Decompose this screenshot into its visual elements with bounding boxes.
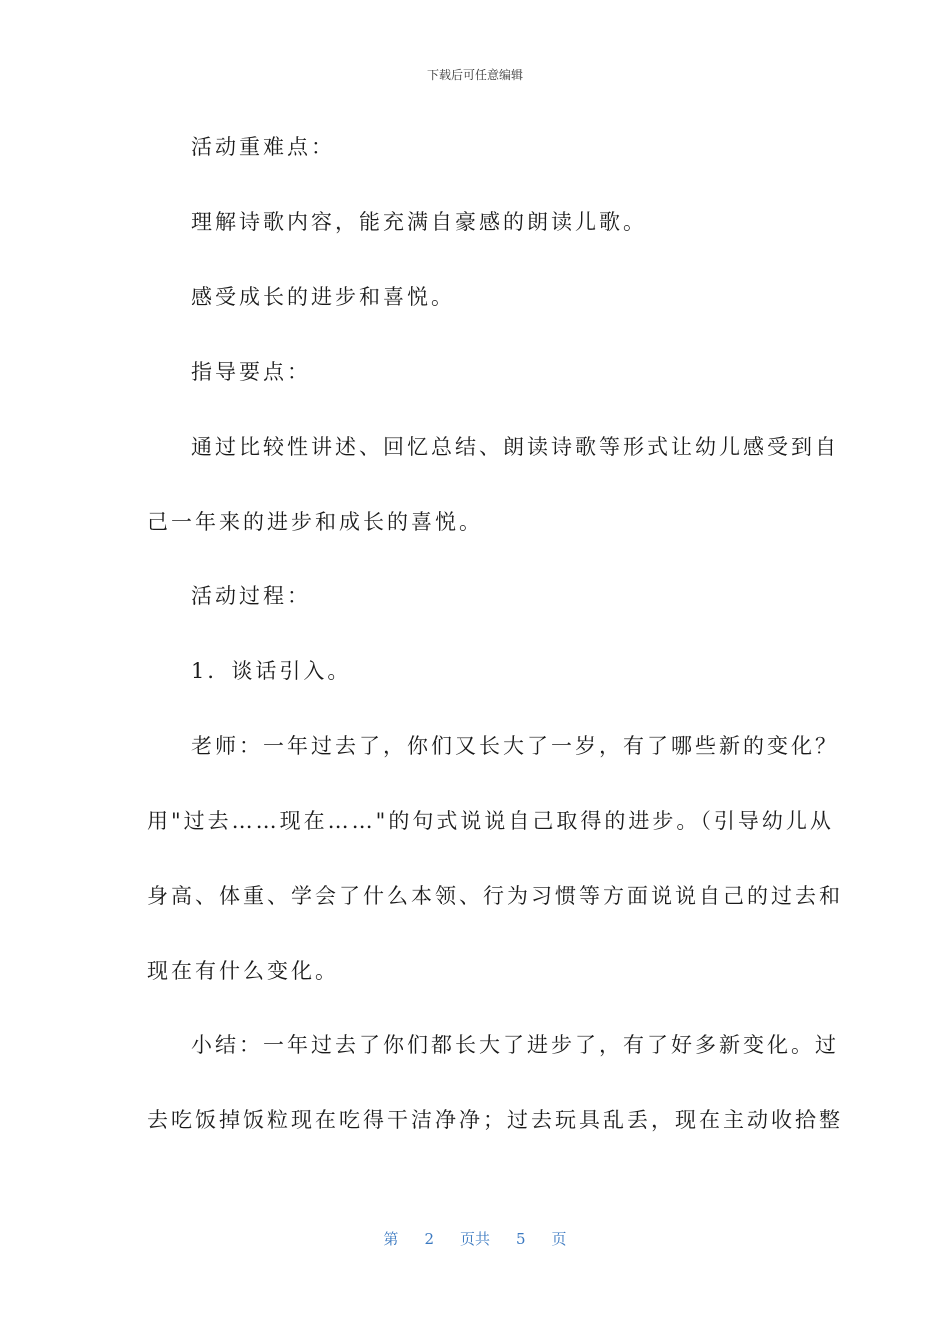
footer-middle: 页共: [459, 1230, 490, 1248]
paragraph-line: 1．谈话引入。: [191, 659, 352, 683]
footer-prefix: 第: [383, 1230, 399, 1248]
paragraph-line: 老师：一年过去了，你们又长大了一岁，有了哪些新的变化？: [191, 734, 839, 758]
total-pages-number: 5: [516, 1230, 526, 1248]
paragraph-line: 理解诗歌内容，能充满自豪感的朗读儿歌。: [191, 210, 647, 234]
paragraph-line: 通过比较性讲述、回忆总结、朗读诗歌等形式让幼儿感受到自: [191, 435, 839, 459]
paragraph-line: 身高、体重、学会了什么本领、行为习惯等方面说说自己的过去和: [147, 884, 843, 908]
paragraph-line: 去吃饭掉饭粒现在吃得干洁净净；过去玩具乱丢，现在主动收拾整: [147, 1108, 843, 1132]
page-footer: [0, 1229, 950, 1249]
paragraph-line: 己一年来的进步和成长的喜悦。: [147, 510, 483, 534]
paragraph-line: 小结：一年过去了你们都长大了进步了，有了好多新变化。过: [191, 1033, 839, 1057]
page-header: 下载后可任意编辑: [426, 68, 523, 82]
paragraph-line: 感受成长的进步和喜悦。: [191, 285, 455, 309]
paragraph-line: 用"过去……现在……"的句式说说自己取得的进步。（引导幼儿从: [147, 809, 834, 833]
paragraph-line: 现在有什么变化。: [147, 959, 339, 983]
paragraph-heading-key-points: 活动重难点：: [191, 135, 335, 159]
footer-suffix: 页: [551, 1230, 567, 1248]
paragraph-heading-guidance: 指导要点：: [191, 360, 311, 384]
current-page-number: 2: [424, 1230, 434, 1248]
paragraph-heading-process: 活动过程：: [191, 584, 311, 608]
